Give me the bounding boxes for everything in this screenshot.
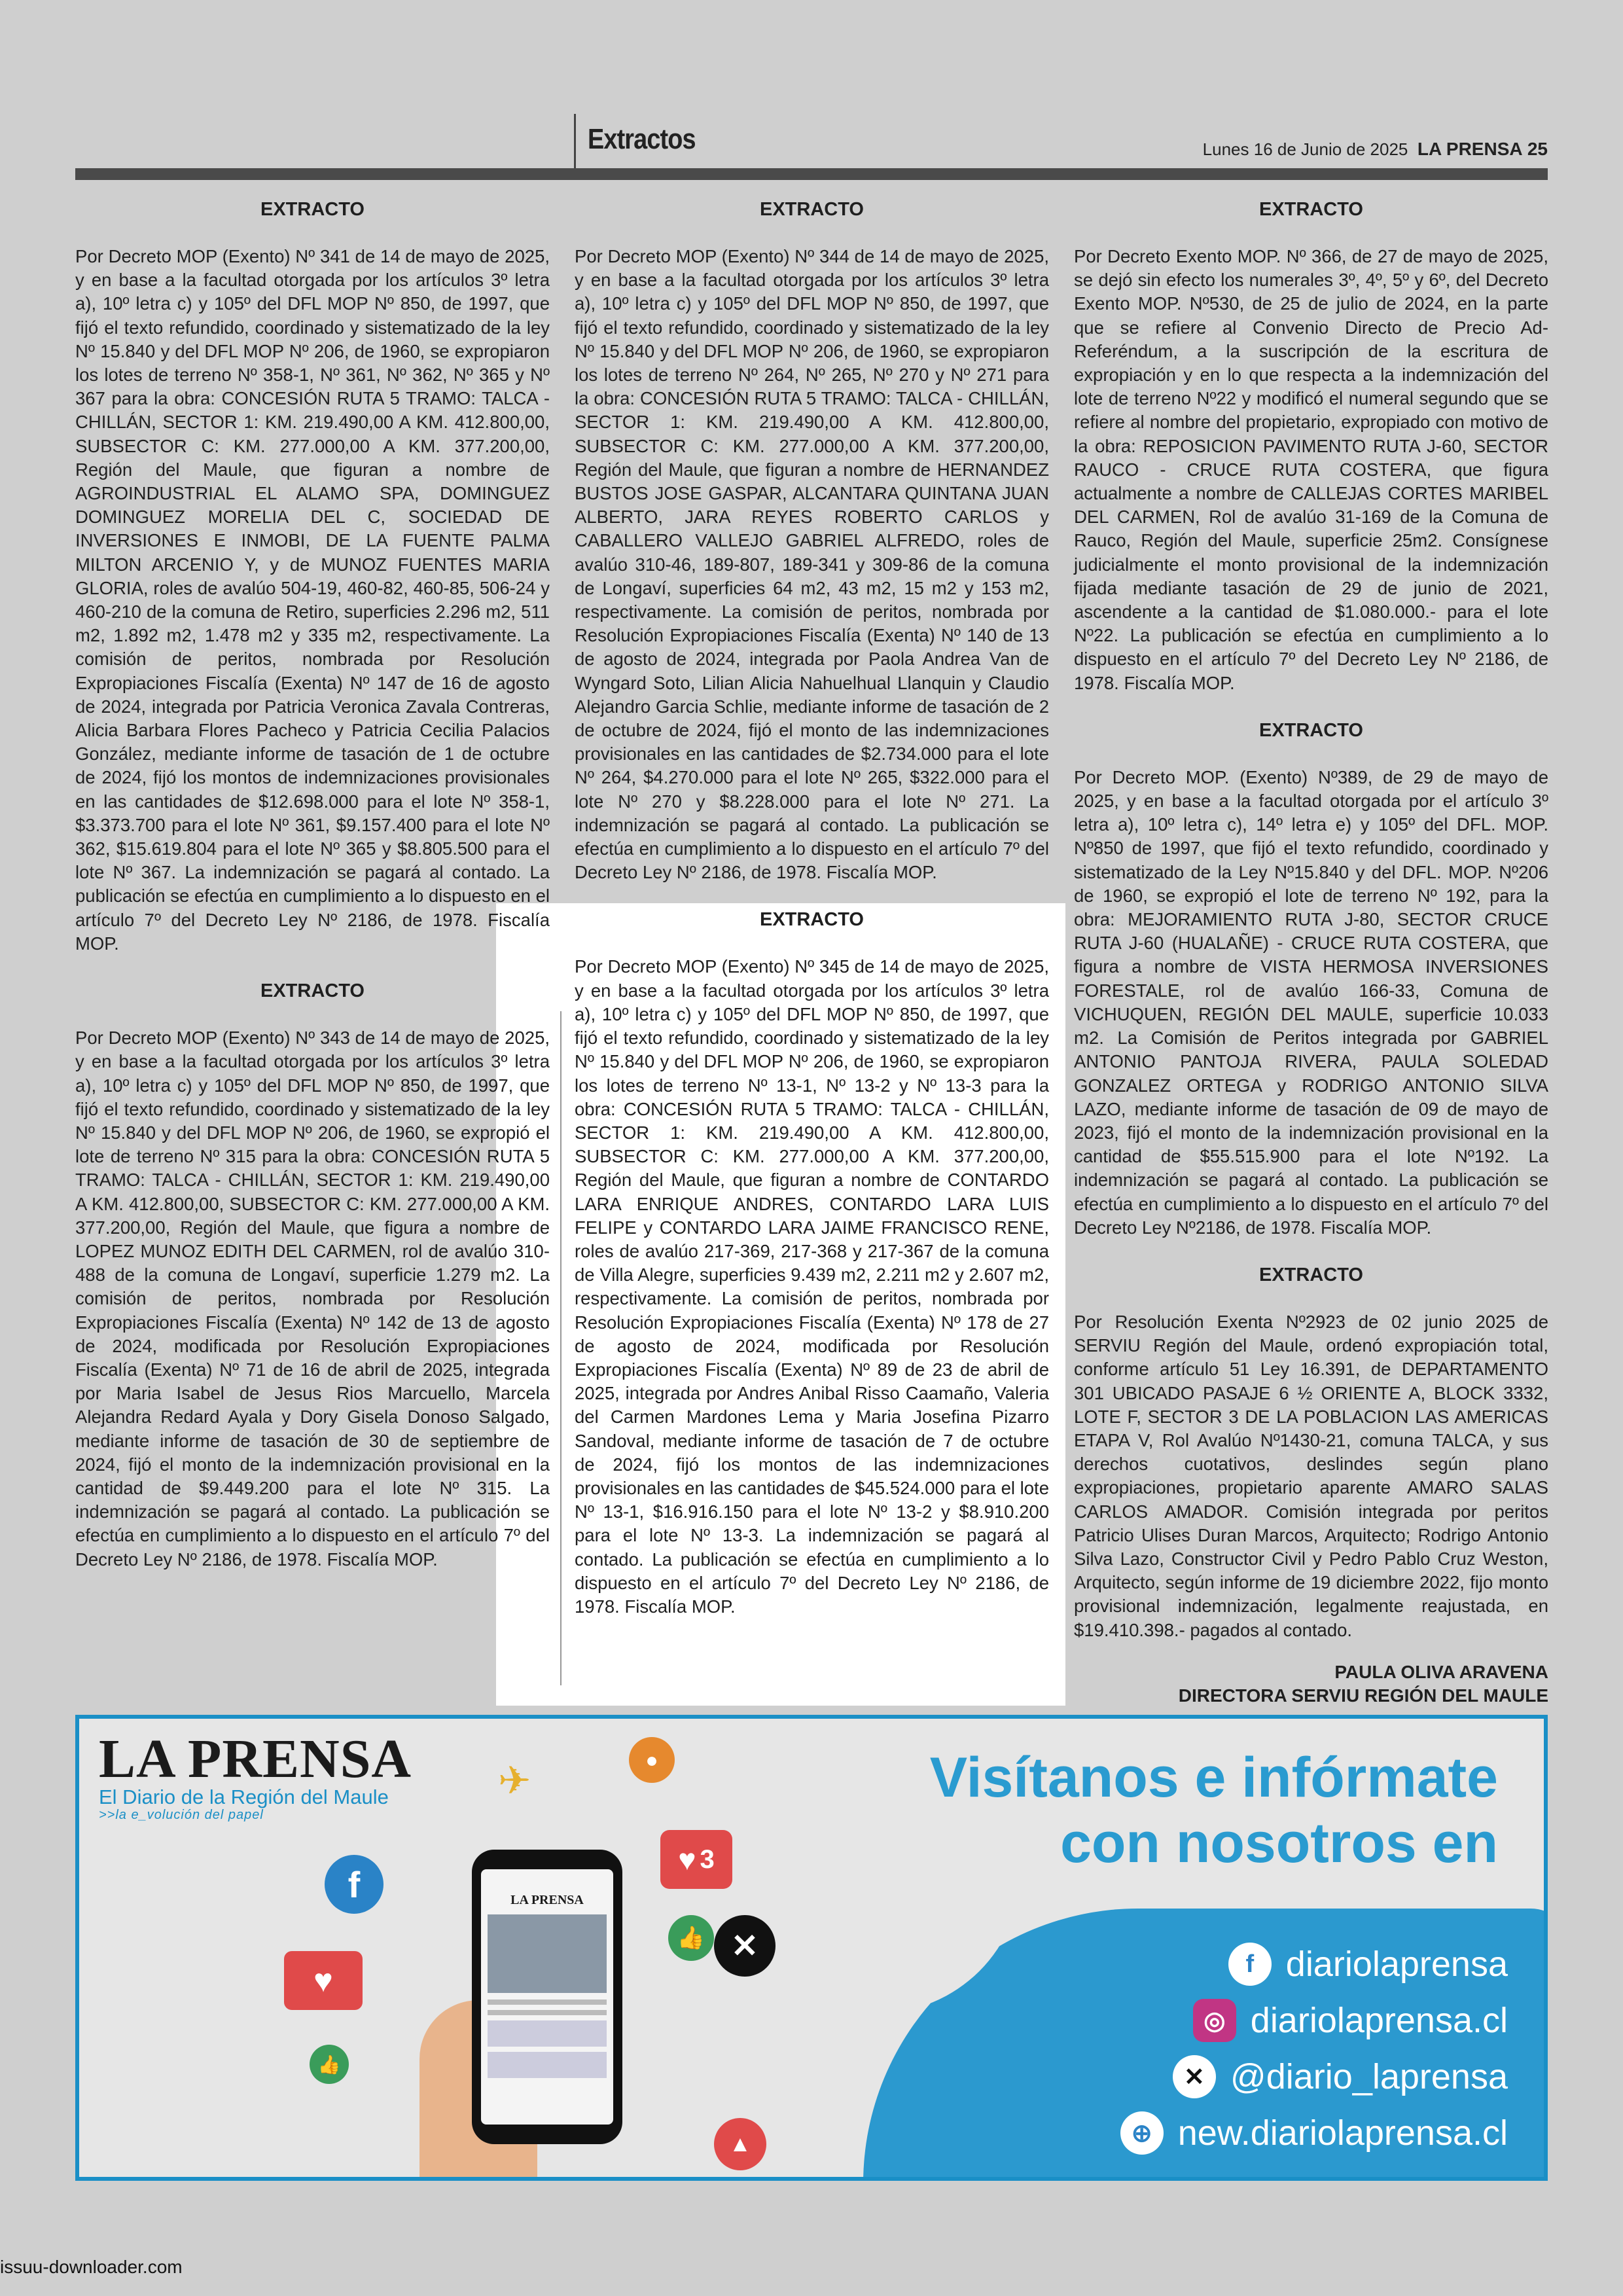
extracto-body: Por Decreto MOP (Exento) Nº 343 de 14 de mayo de 2025, y en base a la facultad otorgada por los artículos 3º letra a), 10º letra c) y 105º del DFL MOP Nº 850, de 1997, que fijó el texto refundido, coordinado y sistematizado de la ley Nº 15.840 y del DFL MOP Nº 206, de 1960, se expropió el lote de terreno Nº 315 para la obra: CONCESIÓN RUTA 5 TRAMO: TALCA - CHILLÁN, SECTOR 1: KM. 219.490,00 A KM. 412.800,00, SUBSECTOR C: KM. 277.000,00 A KM. 377.200,00, Región del Maule, que figura a nombre de LOPEZ MUNOZ EDITH DEL CARMEN, rol de avalúo 310-488 de la comuna de Longaví, superficie 1.279 m2. La comisión de peritos, nombrada por Resolución Expropiaciones Fiscalía (Exenta) Nº 142 de 13 de agosto de 2024, modificada por Resolución Expropiaciones Fiscalía (Exenta) Nº 71 de 16 de abril de 2025, integrada por Maria Isabel de Jesus Rios Marcuello, Marcela Alejandra Redard Ayala y Dory Gisela Donoso Salgado, mediante informe de tasación de 30 de septiembre de 2024, fijó el monto de la indemnización provisional en la cantidad de $9.449.200 para el lote Nº 315. La indemnización se pagará al contado. La publicación se efectúa en cumplimiento a lo dispuesto en el artículo 7º del Decreto Ley Nº 2186, de 1978. Fiscalía MOP.: [75, 1028, 550, 1570]
signature-role: DIRECTORA SERVIU REGIÓN DEL MAULE: [1178, 1685, 1548, 1706]
watermark: issuu-downloader.com: [0, 2257, 183, 2277]
notification-count: 3: [700, 1844, 715, 1874]
column-1: [75, 198, 550, 1571]
user-bubble-icon: ●: [629, 1737, 675, 1783]
extracto-body: Por Decreto MOP (Exento) Nº 341 de 14 de mayo de 2025, y en base a la facultad otorgada por los artículos 3º letra a), 10º letra c) y 105º del DFL MOP Nº 850, de 1997, que fijó el texto refundido, coordinado y sistematizado de la ley Nº 15.840 y del DFL MOP Nº 206, de 1960, se expropiaron los lotes de terreno Nº 358-1, Nº 361, Nº 362, Nº 365 y Nº 367 para la obra: CONCESIÓN RUTA 5 TRAMO: TALCA - CHILLÁN, SECTOR 1: KM. 219.490,00 A KM. 412.800,00, SUBSECTOR C: KM. 277.000,00 A KM. 377.200,00, Región del Maule, que figuran a nombre de AGROINDUSTRIAL EL ALAMO SPA, DOMINGUEZ DOMINGUEZ MORELIA DEL C, SOCIEDAD DE INVERSIONES E INMOBI, DE LA FUENTE PALMA MILTON ARCENIO Y, y de MUNOZ FUENTES MARIA GLORIA, roles de avalúo 504-19, 460-82, 460-85, 506-24 y 460-210 de la comuna de Retiro, superficies 2.296 m2, 511 m2, 1.892 m2, 1.478 m2 y 335 m2, respectivamente. La comisión de peritos, nombrada por Resolución Expropiaciones Fiscalía (Exenta) Nº 147 de 16 de agosto de 2024, integrada por Patricia Veronica Zavala Contreras, Alicia Barbara Flores Pacheco y Patricia Cecilia Palacios González, mediante informe de tasación de 1 de octubre de 2024, fijó los montos de indemnizaciones provisionales en las cantidades de $12.698.000 para el lote Nº 358-1, $3.373.700 para el lote Nº 361, $9.157.400 para el lote Nº 362, $15.619.804 para el lote Nº 365 y $8.805.500 para el lote Nº 367. La indemnización se pagará al contado. La publicación se efectúa en cumplimiento a lo dispuesto en el artículo 7º del Decreto Ley Nº 2186, de 1978. Fiscalía MOP.: [75, 246, 550, 954]
paper-plane-icon: ✈: [498, 1759, 531, 1803]
column-rule: [560, 1011, 562, 1685]
extracto-title: EXTRACTO: [1259, 199, 1363, 220]
phone-text-line: [488, 2010, 607, 2015]
phone-text-line: [488, 2000, 607, 2005]
phone-masthead: LA PRENSA: [510, 1893, 584, 1907]
page-number: 25: [1527, 139, 1548, 159]
logo-tagline: >>la e_volución del papel: [99, 1808, 264, 1822]
banner-logo: [99, 1729, 412, 1823]
section-title: Extractos: [588, 123, 696, 155]
x-bubble-icon: ✕: [714, 1915, 776, 1977]
thumb-bubble-icon: 👍: [310, 2045, 349, 2084]
column-3: [1074, 198, 1548, 1708]
extracto-title: EXTRACTO: [1259, 1264, 1363, 1285]
promo-banner[interactable]: [75, 1715, 1548, 2181]
logo-subtitle: El Diario de la Región del Maule: [99, 1785, 389, 1808]
heart-bubble-icon: ♥: [284, 1951, 363, 2010]
instagram-icon: ◎: [1193, 1999, 1236, 2042]
extracto-body: Por Resolución Exenta Nº2923 de 02 junio 2025 de SERVIU Región del Maule, ordenó expropiación total, conforme artículo 51 Ley 16.391, de DEPARTAMENTO 301 UBICADO PASAJE 6 ½ ORIENTE A, BLOCK 3332, LOTE F, SECTOR 3 DE LA POBLACION LAS AMERICAS ETAPA V, Rol Avalúo Nº1430-21, comuna TALCA, y sus derechos cuotativos, deslindes según plano expropiaciones, propietario aparente AMARO SALAS CARLOS AMADOR. Comisión integrada por peritos Patricio Ulises Duran Marcos, Arquitecto; Rodrigo Antonio Silva Lazo, Constructor Civil y Pedro Pablo Cruz Weston, Arquitecto, según informe de 19 diciembre 2022, fijo monto provisional indemnización, legalmente reajustada, en $19.410.398.- pagados al contado.: [1074, 1311, 1548, 1640]
paper-name: LA PRENSA: [1417, 139, 1523, 159]
extracto-title: EXTRACTO: [760, 909, 864, 931]
website-link[interactable]: [1120, 2111, 1508, 2155]
phone-thumb: [488, 2020, 607, 2047]
signature: [1074, 1660, 1548, 1708]
x-link[interactable]: [1173, 2055, 1508, 2098]
extracto-body: Por Decreto MOP (Exento) Nº 345 de 14 de mayo de 2025, y en base a la facultad otorgada por los artículos 3º letra a), 10º letra c) y 105º del DFL MOP Nº 850, de 1997, que fijó el texto refundido, coordinado y sistematizado de la ley Nº 15.840 y del DFL MOP Nº 206, de 1960, se expropiaron los lotes de terreno Nº 13-1, Nº 13-2 y Nº 13-3 para la obra: CONCESIÓN RUTA 5 TRAMO: TALCA - CHILLÁN, SECTOR 1: KM. 219.490,00 A KM. 412.800,00, SUBSECTOR C: KM. 277.000,00 A KM. 377.200,00, Región del Maule, que figuran a nombre de CONTARDO LARA ENRIQUE ANDRES, CONTARDO LARA LUIS FELIPE y CONTARDO LARA JAIME FRANCISCO RENE, roles de avalúo 217-369, 217-368 y 217-367 de la comuna de Villa Alegre, superficies 9.439 m2, 2.211 m2 y 2.607 m2, respectivamente. La comisión de peritos, nombrada por Resolución Expropiaciones Fiscalía (Exenta) Nº 178 de 27 de agosto de 2024, modificada por Resolución Expropiaciones Fiscalía (Exenta) Nº 89 de 23 de abril de 2025, integrada por Andres Anibal Risso Caamaño, Valeria del Carmen Mardones Lema y Maria Josefina Pizarro Sandoval, mediante informe de tasación de 7 de octubre de 2024, fijó los montos de las indemnizaciones provisionales en las cantidades de $45.524.000 para el lote Nº 13-1, $16.916.150 para el lote Nº 13-2 y $8.910.200 para el lote Nº 13-3. La indemnización se pagará al contado. La publicación se efectúa en cumplimiento a lo dispuesto en el artículo 7º del Decreto Ley Nº 2186, de 1978. Fiscalía MOP.: [575, 956, 1049, 1617]
extracto-title: EXTRACTO: [260, 980, 365, 1002]
logo-title: LA PRENSA: [99, 1729, 412, 1789]
x-handle: @diario_laprensa: [1230, 2057, 1508, 2096]
column-2: [575, 198, 1049, 1619]
headline-line-2: con nosotros en: [1060, 1812, 1498, 1874]
facebook-handle: diariolaprensa: [1285, 1945, 1508, 1984]
header-bar: [75, 168, 1548, 180]
instagram-link[interactable]: [1193, 1999, 1508, 2042]
extracto-body: Por Decreto MOP. (Exento) Nº389, de 29 de mayo de 2025, y en base a la facultad otorgada por el artículo 3º letra a), 10º letra c), 14º letra e) y 105º del DFL. MOP. Nº850 de 1997, que fijó el texto refundido, coordinado y sistematizado de la Ley Nº15.840 y del DFL. MOP. Nº206 de 1960, se expropió el lote de terreno Nº 192, para la obra: MEJORAMIENTO RUTA J-80, SECTOR CRUCE RUTA J-60 (HUALAÑE) - CRUCE RUTA COSTERA, que figura a nombre de VISTA HERMOSA INVERSIONES FORESTALE, rol de avalúo 166-33, Comuna de VICHUQUEN, REGIÓN DEL MAULE, superficie 10.033 m2. La Comisión de Peritos integrada por GABRIEL ANTONIO PANTOJA RIVERA, PAULA SOLEDAD GONZALEZ ORTEGA y RODRIGO ANTONIO SILVA LAZO, mediante informe de tasación de 09 de mayo de 2023, fijó el monto de la indemnización provisional en la cantidad de $55.515.900 para el lote Nº192. La indemnización se pagará al contado. La publicación se efectúa en cumplimiento a lo dispuesto en el artículo 7º del Decreto Ley Nº2186, de 1978. Fiscalía MOP.: [1074, 766, 1548, 1238]
extracto-body: Por Decreto MOP (Exento) Nº 344 de 14 de mayo de 2025, y en base a la facultad otorgada por los artículos 3º letra a), 10º letra c) y 105º del DFL MOP Nº 850, de 1997, que fijó el texto refundido, coordinado y sistematizado de la ley Nº 15.840 y del DFL MOP Nº 206, de 1960, se expropiaron los lotes de terreno Nº 264, Nº 265, Nº 270 y Nº 271 para la obra: CONCESIÓN RUTA 5 TRAMO: TALCA - CHILLÁN, SECTOR 1: KM. 219.490,00 A KM. 412.800,00, SUBSECTOR C: KM. 277.000,00 A KM. 377.200,00, Región del Maule, que figuran a nombre de HERNANDEZ BUSTOS JOSE GASPAR, ALCANTARA QUINTANA JUAN ALBERTO, JARA REYES ROBERTO CARLOS y CABALLERO VALLEJO GABRIEL ALFREDO, roles de avalúo 310-46, 189-807, 189-341 y 309-86 de la comuna de Longaví, superficies 64 m2, 43 m2, 15 m2 y 153 m2, respectivamente. La comisión de peritos, nombrada por Resolución Expropiaciones Fiscalía (Exenta) Nº 140 de 13 de agosto de 2024, integrada por Paola Andrea Van de Wyngard Soto, Lilian Alicia Nahuelhual Llanquin y Claudio Alejandro Garcia Schlie, mediante informe de tasación de 2 de octubre de 2024, fijó el monto de las indemnizaciones provisionales en las cantidades de $2.734.000 para el lote Nº 264, $4.270.000 para el lote Nº 265, $322.000 para el lote Nº 270 y $8.228.000 para el lote Nº 271. La indemnización se pagará al contado. La publicación se efectúa en cumplimiento a lo dispuesto en el artículo 7º del Decreto Ley Nº 2186, de 1978. Fiscalía MOP.: [575, 246, 1049, 883]
extracto-body: Por Decreto Exento MOP. Nº 366, de 27 de mayo de 2025, se dejó sin efecto los numerales 3º, 4º, 5º y 6º, del Decreto Exento MOP. Nº530, de 25 de julio de 2024, en la parte que se refiere al Convenio Directo de Precio Ad-Referéndum, a la suscripción de la escritura de expropiación y en lo que respecta a la indemnización del lote de terreno Nº22 y modificó el numeral segundo que se refiere al nombre del propietario, expropiado con motivo de la obra: REPOSICION PAVIMENTO RUTA J-60, SECTOR RAUCO - CRUCE RUTA COSTERA, que figura actualmente a nombre de CALLEJAS CORTES MARIBEL DEL CARMEN, Rol de avalúo 31-169 de la Comuna de Rauco, Región del Maule, superficie 25m2. Consígnese judicialmente el monto provisional de la indemnización fijada mediante tasación de 29 de junio de 2021, ascendente a la cantidad de $1.080.000.- para el lote Nº22. La publicación se efectúa en cumplimiento a lo dispuesto en el artículo 7º del Decreto Ley Nº 2186, de 1978. Fiscalía MOP.: [1074, 246, 1548, 693]
header-divider: [574, 114, 576, 170]
phone-thumb: [488, 2052, 607, 2078]
extracto-title: EXTRACTO: [1259, 719, 1363, 741]
extracto-title: EXTRACTO: [760, 199, 864, 220]
like-bubble-icon: 👍: [668, 1915, 714, 1961]
facebook-bubble-icon: f: [325, 1855, 383, 1914]
extracto-title: EXTRACTO: [260, 199, 365, 220]
header-date: [1203, 139, 1548, 160]
x-icon: ✕: [1173, 2055, 1216, 2098]
date-text: Lunes 16 de Junio de 2025: [1202, 139, 1408, 159]
facebook-link[interactable]: [1228, 1943, 1508, 1986]
website-url: new.diariolaprensa.cl: [1177, 2113, 1508, 2153]
banner-headline: [930, 1745, 1498, 1876]
instagram-handle: diariolaprensa.cl: [1250, 2001, 1508, 2040]
signature-name: PAULA OLIVA ARAVENA: [1334, 1661, 1548, 1682]
triangle-bubble-icon: ▲: [714, 2118, 766, 2170]
phone-screen: [481, 1869, 613, 2125]
phone-photo: [488, 1914, 607, 1993]
headline-line-1: Visítanos e infórmate: [929, 1746, 1498, 1809]
facebook-icon: f: [1228, 1943, 1272, 1986]
notification-bubble-icon: ♥ 3: [660, 1830, 732, 1889]
globe-icon: ⊕: [1120, 2111, 1164, 2155]
